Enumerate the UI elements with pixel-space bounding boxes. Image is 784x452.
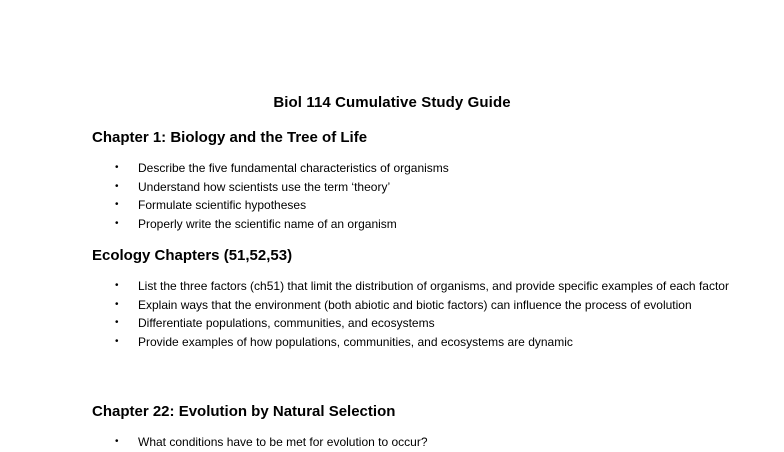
list-item-text: Differentiate populations, communities, and ecosystems: [138, 316, 435, 330]
bullet-icon: •: [115, 298, 119, 310]
list-item: [92, 333, 732, 352]
bullet-icon: •: [115, 199, 119, 210]
list-item-text: What conditions have to be met for evolution to occur?: [138, 435, 428, 449]
section-heading: Chapter 1: Biology and the Tree of Life: [92, 129, 368, 146]
list-item-text: Describe the five fundamental characteristics of organisms: [138, 161, 449, 175]
list-item-text: Formulate scientific hypotheses: [138, 198, 307, 212]
section-chapter-1: [92, 128, 732, 233]
list-item: [92, 277, 732, 296]
bullet-icon: •: [115, 217, 119, 229]
section-chapter-22: [92, 402, 732, 452]
bullet-list: [92, 159, 732, 233]
bullet-icon: •: [115, 436, 119, 447]
list-item-text: Provide examples of how populations, communities, and ecosystems are dynamic: [138, 334, 573, 349]
bullet-icon: •: [115, 280, 119, 291]
bullet-icon: •: [115, 180, 119, 192]
section-ecology-chapters: [92, 246, 732, 351]
list-item-text: List the three factors (ch51) that limit the distribution of organisms, and provide specific examples of each factor: [138, 279, 729, 293]
bullet-icon: •: [115, 317, 119, 328]
list-item-text: Properly write the scientific name of an organism: [138, 216, 397, 231]
list-item: [92, 196, 732, 215]
bullet-list: [92, 433, 732, 452]
list-item: [92, 215, 732, 234]
list-item-text: Understand how scientists use the term ‘theory’: [138, 179, 391, 194]
list-item: [92, 178, 732, 197]
section-heading: Ecology Chapters (51,52,53): [92, 247, 293, 264]
list-item-text: Explain ways that the environment (both abiotic and biotic factors) can influence the process of evolution: [138, 297, 692, 312]
list-item: [92, 159, 732, 178]
document-title: Biol 114 Cumulative Study Guide: [273, 94, 511, 111]
section-heading: Chapter 22: Evolution by Natural Selection: [92, 403, 396, 420]
bullet-icon: •: [115, 162, 119, 173]
bullet-icon: •: [115, 335, 119, 347]
bullet-list: [92, 277, 732, 351]
list-item: [92, 296, 732, 315]
list-item: [92, 314, 732, 333]
list-item: [92, 433, 732, 452]
